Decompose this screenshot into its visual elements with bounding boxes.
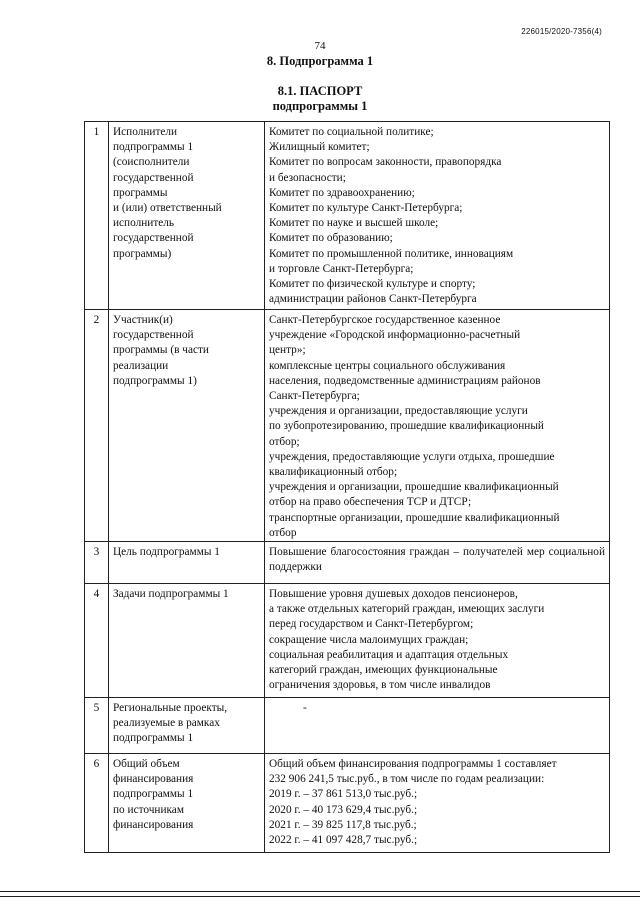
table-row	[85, 754, 610, 853]
passport-table	[84, 121, 610, 853]
row-value: -	[265, 698, 610, 754]
row-number: 4	[85, 584, 109, 698]
row-label: Исполнители подпрограммы 1 (соисполнители государственной программы и (или) ответственный исполнитель государственной программы)	[109, 122, 265, 310]
row-label: Участник(и) государственной программы (в части реализации подпрограммы 1)	[109, 310, 265, 542]
row-number: 5	[85, 698, 109, 754]
section-title: 8. Подпрограмма 1	[266, 54, 374, 68]
row-value: Повышение уровня душевых доходов пенсионеров, а также отдельных категорий граждан, имеющих заслуги перед государством и Санкт-Петербургом; сокращение числа малоимущих граждан; социальная реабилитация и адаптация отдельных категорий граждан, имеющих функциональные ограничения здоровья, в том числе инвалидов	[265, 584, 610, 698]
row-value: Повышение благосостояния граждан – получателей мер социальной поддержки	[265, 542, 610, 584]
row-number: 2	[85, 310, 109, 542]
row-value: Санкт-Петербургское государственное казенное учреждение «Городской информационно-расчетный центр»; комплексные центры социального обслуживания населения, подведомственные администрациям районов Санкт-Петербурга; учреждения и организации, предоставляющие услуги по зубопротезированию, прошедшие квалификационный отбор; учреждения, предоставляющие услуги отдыха, прошедшие квалификационный отбор; учреждения и организации, прошедшие квалификационный отбор на право обеспечения ТСР и ДТСР; транспортные организации, прошедшие квалификационный отбор	[265, 310, 610, 542]
table-row	[85, 584, 610, 698]
row-label: Общий объем финансирования подпрограммы 1 по источникам финансирования	[109, 754, 265, 853]
document-code: 226015/2020-7356(4)	[521, 27, 602, 36]
passport-subtitle: подпрограммы 1	[272, 99, 368, 113]
row-number: 3	[85, 542, 109, 584]
footer-divider	[0, 896, 640, 897]
row-label: Задачи подпрограммы 1	[109, 584, 265, 698]
row-value: Общий объем финансирования подпрограммы 1 составляет 232 906 241,5 тыс.руб., в том числе по годам реализации: 2019 г. – 37 861 513,0 тыс.руб.; 2020 г. – 40 173 629,4 тыс.руб.; 2021 г. – 39 825 117,8 тыс.руб.; 2022 г. – 41 097 428,7 тыс.руб.;	[265, 754, 610, 853]
footer-divider	[0, 891, 640, 892]
row-label: Цель подпрограммы 1	[109, 542, 265, 584]
table-row	[85, 698, 610, 754]
table-row	[85, 122, 610, 310]
table-row	[85, 310, 610, 542]
passport-title: 8.1. ПАСПОРТ	[277, 84, 363, 98]
row-value: Комитет по социальной политике; Жилищный комитет; Комитет по вопросам законности, правопорядка и безопасности; Комитет по здравоохранению; Комитет по культуре Санкт-Петербурга; Комитет по науке и высшей школе; Комитет по образованию; Комитет по промышленной политике, инновациям и торговле Санкт-Петербурга; Комитет по физической культуре и спорту; администрации районов Санкт-Петербурга	[265, 122, 610, 310]
page-number: 74	[314, 40, 326, 52]
row-number: 1	[85, 122, 109, 310]
table-row	[85, 542, 610, 584]
row-number: 6	[85, 754, 109, 853]
row-label: Региональные проекты, реализуемые в рамках подпрограммы 1	[109, 698, 265, 754]
